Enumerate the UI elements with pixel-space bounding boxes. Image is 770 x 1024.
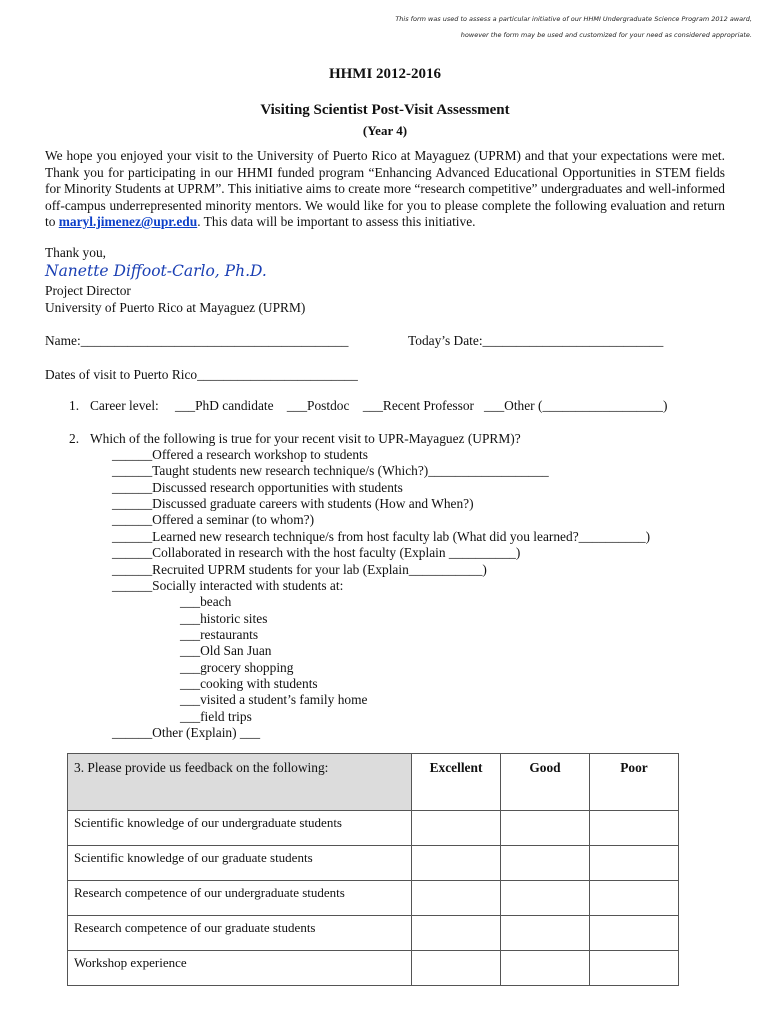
rating-cell-poor[interactable] <box>590 916 679 951</box>
page-title: HHMI 2012-2016 <box>328 66 442 82</box>
row-label: Workshop experience <box>68 951 412 986</box>
social-option[interactable]: ___visited a student’s family home <box>180 692 368 707</box>
q2-option[interactable]: ______Socially interacted with students at: <box>112 578 344 593</box>
q1-options[interactable]: ___PhD candidate ___Postdoc ___Recent Professor ___Other (__________________) <box>175 398 668 413</box>
social-option[interactable]: ___restaurants <box>180 627 259 642</box>
social-option[interactable]: ___beach <box>180 594 232 609</box>
social-option[interactable]: ___field trips <box>180 709 252 724</box>
row-label: Research competence of our graduate students <box>68 916 412 951</box>
table-row <box>68 811 679 846</box>
signer-org: University of Puerto Rico at Mayaguez (UPRM) <box>45 300 306 315</box>
rating-cell-excellent[interactable] <box>412 916 501 951</box>
q1-number: 1. <box>69 398 80 413</box>
intro-text-end: . This data will be important to assess this initiative. <box>197 214 476 229</box>
table-row <box>68 881 679 916</box>
feedback-table <box>67 753 679 986</box>
rating-cell-excellent[interactable] <box>412 811 501 846</box>
q2-option[interactable]: ______Learned new research technique/s from host faculty lab (What did you learned?__________) <box>112 529 651 544</box>
rating-cell-poor[interactable] <box>590 951 679 986</box>
signature: Nanette Diffoot-Carlo, Ph.D. <box>45 262 267 280</box>
table-row <box>68 916 679 951</box>
q2-option[interactable]: ______Discussed research opportunities with students <box>112 480 403 495</box>
rating-cell-good[interactable] <box>501 811 590 846</box>
col-poor: Poor <box>590 754 679 811</box>
rating-cell-poor[interactable] <box>590 811 679 846</box>
feedback-question: 3. Please provide us feedback on the following: <box>68 754 412 811</box>
q2-option[interactable]: ______Offered a seminar (to whom?) <box>112 512 315 527</box>
name-field[interactable]: Name:________________________________________ <box>45 333 349 348</box>
social-option[interactable]: ___grocery shopping <box>180 660 294 675</box>
todays-date-field[interactable]: Today’s Date:___________________________ <box>408 333 664 348</box>
social-option[interactable]: ___Old San Juan <box>180 643 272 658</box>
row-label: Scientific knowledge of our graduate students <box>68 846 412 881</box>
q2-option[interactable]: ______Collaborated in research with the host faculty (Explain __________) <box>112 545 521 560</box>
contact-email-link[interactable]: maryl.jimenez@upr.edu <box>58 214 198 229</box>
q2-other-option[interactable]: ______Other (Explain) ___ <box>112 725 261 740</box>
q2-question: Which of the following is true for your recent visit to UPR-Mayaguez (UPRM)? <box>90 431 521 446</box>
col-good: Good <box>501 754 590 811</box>
rating-cell-poor[interactable] <box>590 846 679 881</box>
q2-option[interactable]: ______Taught students new research technique/s (Which?)__________________ <box>112 463 549 478</box>
signer-role: Project Director <box>45 283 131 298</box>
q2-number: 2. <box>69 431 80 446</box>
row-label: Scientific knowledge of our undergraduate students <box>68 811 412 846</box>
intro-text: We hope you enjoyed your visit to the University of Puerto Rico at Mayaguez (UPRM) and that your expectations were met. Thank you for participating in our HHMI funded program “Enhancing Advanced Educational Opportunities in STEM fields for Minority Students at UPRM”. This initiative aims to create more “research competitive” undergraduates and well-informed off-campus underrepresented minority mentors. We would like for you to please complete the following evaluation and return to <box>45 148 725 229</box>
row-label: Research competence of our undergraduate students <box>68 881 412 916</box>
table-row <box>68 846 679 881</box>
feedback-header-row <box>68 754 679 811</box>
table-row <box>68 951 679 986</box>
social-option[interactable]: ___cooking with students <box>180 676 318 691</box>
q2-option[interactable]: ______Discussed graduate careers with students (How and When?) <box>112 496 474 511</box>
intro-paragraph <box>45 148 725 231</box>
thanks-text: Thank you, <box>45 245 106 260</box>
rating-cell-good[interactable] <box>501 846 590 881</box>
rating-cell-poor[interactable] <box>590 881 679 916</box>
rating-cell-good[interactable] <box>501 916 590 951</box>
visit-dates-field[interactable]: Dates of visit to Puerto Rico________________________ <box>45 367 358 382</box>
q2-option[interactable]: ______Recruited UPRM students for your lab (Explain___________) <box>112 562 487 577</box>
rating-cell-excellent[interactable] <box>412 951 501 986</box>
rating-cell-excellent[interactable] <box>412 846 501 881</box>
col-excellent: Excellent <box>412 754 501 811</box>
rating-cell-good[interactable] <box>501 881 590 916</box>
social-option[interactable]: ___historic sites <box>180 611 268 626</box>
q1-label: Career level: <box>90 398 159 413</box>
rating-cell-good[interactable] <box>501 951 590 986</box>
header-note-line1: This form was used to assess a particular initiative of our HHMI Undergraduate Science Program 2012 award, <box>395 15 752 23</box>
page-year: (Year 4) <box>362 123 408 138</box>
page-subtitle: Visiting Scientist Post-Visit Assessment <box>260 102 510 118</box>
rating-cell-excellent[interactable] <box>412 881 501 916</box>
q2-option[interactable]: ______Offered a research workshop to students <box>112 447 368 462</box>
header-note-line2: however the form may be used and customized for your need as considered appropriate. <box>460 31 752 39</box>
